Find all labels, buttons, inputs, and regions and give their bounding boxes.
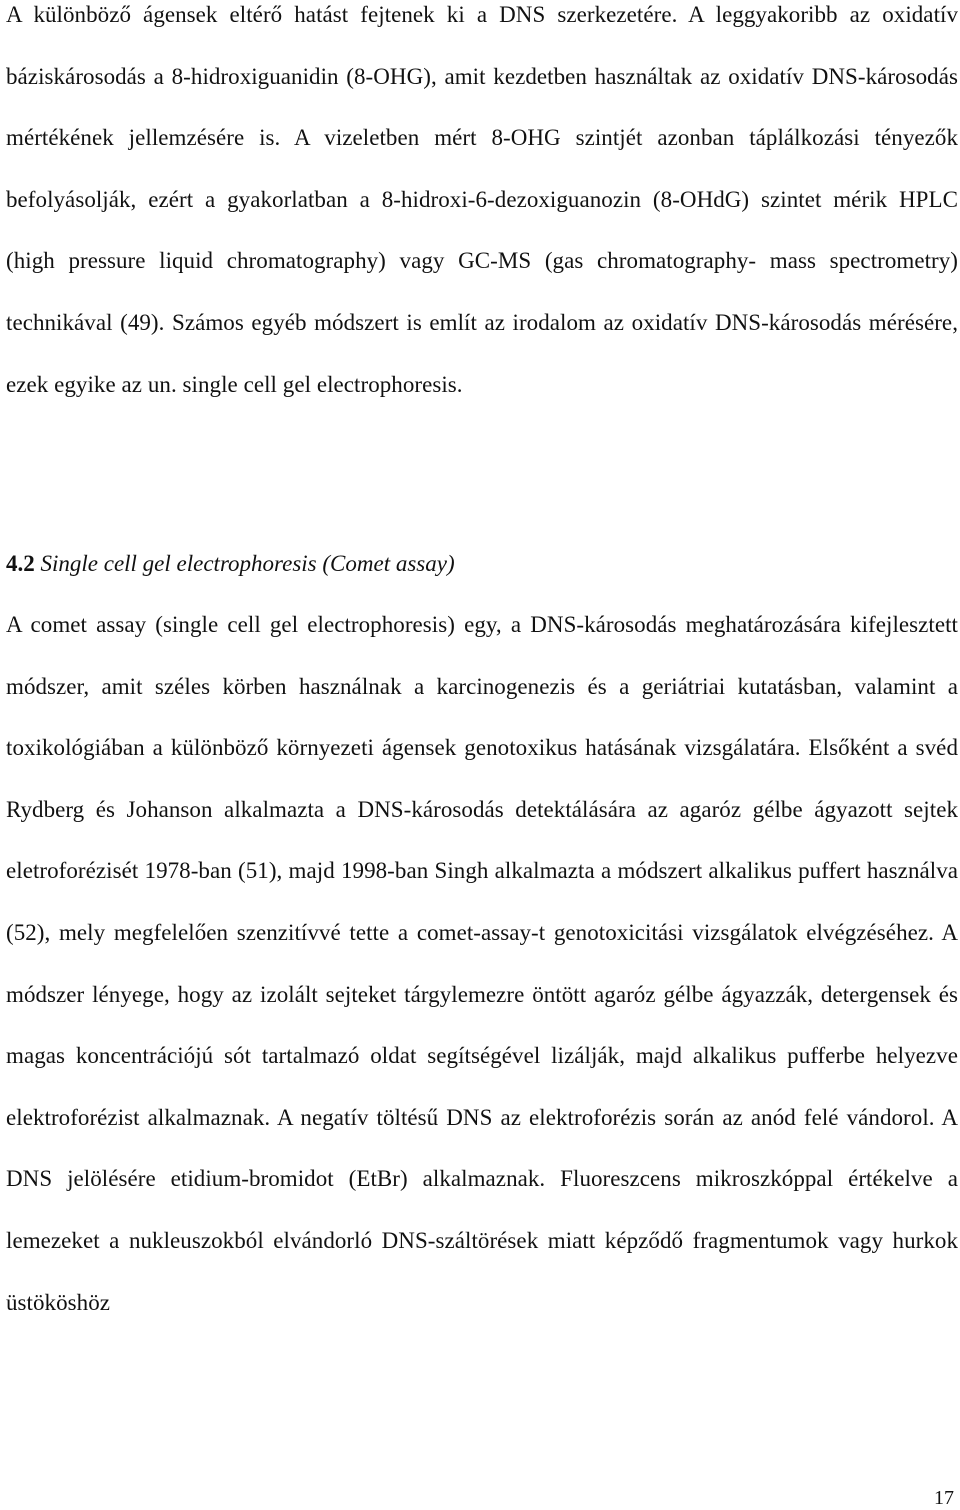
section-number: 4.2 xyxy=(6,551,35,576)
section-title: Single cell gel electrophoresis (Comet assay) xyxy=(40,551,455,576)
body-paragraph-1: A különböző ágensek eltérő hatást fejtenek ki a DNS szerkezetére. A leggyakoribb az oxidatív báziskárosodás a 8-hidroxiguanidin (8-OHG), amit kezdetben használtak az oxidatív DNS-károsodás mértékének jellemzésére is. A vizeletben mért 8-OHG szintjét azonban táplálkozási tényezők befolyásolják, ezért a gyakorlatban a 8-hidroxi-6-dezoxiguanozin (8-OHdG) szintet mérik HPLC (high pressure liquid chromatography) vagy GC-MS (gas chromatography- mass spectrometry) technikával (49). Számos egyéb módszert is említ az irodalom az oxidatív DNS-károsodás mérésére, ezek egyike az un. single cell gel electrophoresis. xyxy=(6,2,958,397)
body-paragraph-2: A comet assay (single cell gel electrophoresis) egy, a DNS-károsodás meghatározására kifejlesztett módszer, amit széles körben használnak a karcinogenezis és a geriátriai kutatásban, valamint a toxikológiában a különböző környezeti ágensek genotoxikus hatásának vizsgálatára. Elsőként a svéd Rydberg és Johanson alkalmazta a DNS-károsodás detektálására az agaróz gélbe ágyazott sejtek eletroforézisét 1978-ban (51), majd 1998-ban Singh alkalmazta a módszert alkalikus puffert használva (52), mely megfelelően szenzitívvé tette a comet-assay-t genotoxicitási vizsgálatok elvégzéséhez. A módszer lényege, hogy az izolált sejteket tárgylemezre öntött agaróz gélbe ágyazzák, detergensek és magas koncentrációjú sót tartalmazó oldat segítségével lizálják, majd alkalikus pufferbe helyezve elektroforézist alkalmaznak. A negatív töltésű DNS az elektroforézis során az anód felé vándorol. A DNS jelölésére etidium-bromidot (EtBr) alkalmaznak. Fluoreszcens mikroszkóppal értékelve a lemezeket a nukleuszokból elvándorló DNS-száltörések miatt képződő fragmentumok vagy hurkok üstököshöz xyxy=(6,612,958,1315)
section-heading xyxy=(6,546,455,582)
page-number: 17 xyxy=(934,1487,954,1509)
